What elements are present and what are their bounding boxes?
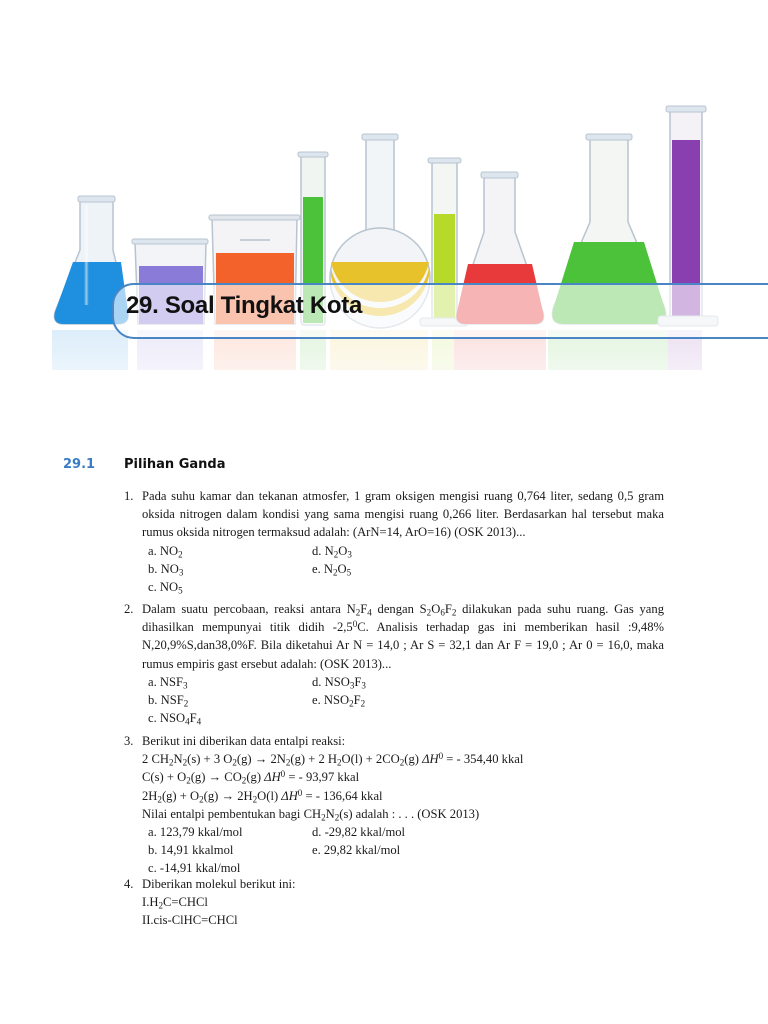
options-row: [148, 841, 664, 859]
option-c: c. $NO_5$: [148, 579, 183, 596]
molecule-2: II.cis-ClHC=CHCl: [142, 913, 238, 928]
option-d: d. -29,82 kkal/mol: [312, 825, 406, 840]
section-title: Pilihan Ganda: [124, 457, 226, 472]
question-number: 3.: [124, 734, 134, 748]
option-c: c. $NSO_4F_4$: [148, 711, 202, 727]
question-number: 2.: [124, 602, 134, 616]
question-text: Dalam suatu percobaan, reaksi antara $N_2F_4$ dengan $S_2O_6F_2$ dilakukan pada suhu ruang. Gas yang dihasilkan mempunyai titik didih $-2,5^0C$. Analisis terhadap gas ini memberikan hasil :9,48% N,20,9%S,dan38,0%F. Bila diketahui Ar N = 14,0 ; Ar S = 32,1 dan Ar F = 19,0 ; Ar 0 = 16,0, maka rumus empiris gast ersebut adalah: (OSK 2013)...: [142, 602, 664, 671]
reaction-2: $C(s) + O_2(g) \to CO_2(g) \Delta H^0$ = - 93,97 kkal: [142, 769, 360, 786]
question-number: 1.: [124, 489, 134, 503]
option-e: e. $NSO_2F_2$: [312, 693, 366, 709]
options-row: [148, 578, 664, 596]
options-row: [148, 560, 664, 578]
question-text: [142, 732, 664, 823]
question-1: [124, 487, 664, 596]
question-ask: Nilai entalpi pembentukan bagi $CH_2N_2(s)$ adalah : . . . (OSK 2013): [142, 806, 480, 823]
option-c: c. -14,91 kkal/mol: [148, 861, 241, 876]
question-text: [142, 875, 664, 930]
options-row: [148, 691, 664, 709]
question-4: [124, 875, 664, 930]
options-row: [148, 709, 664, 727]
reaction-3: $2H_2(g) + O_2(g) \to 2H_2O(l) \Delta H^0$ = - 136,64 kkal: [142, 787, 383, 804]
option-d: d. $NSO_3F_3$: [312, 674, 366, 691]
option-a: a. $NSF_3$: [148, 674, 188, 691]
question-2: [124, 600, 664, 727]
section-number: 29.1: [63, 457, 96, 472]
glassware-reflection: [40, 326, 730, 420]
molecule-1: $I.H_2C=CHCl$: [142, 895, 208, 911]
options-row: [148, 542, 664, 560]
option-b: b. $NSF_2$: [148, 693, 189, 709]
question-intro: Diberikan molekul berikut ini:: [142, 877, 296, 891]
lab-glassware-illustration: [0, 0, 768, 420]
option-e: e. $N_2O_5$: [312, 561, 352, 578]
options-row: [148, 823, 664, 841]
option-b: b. 14,91 kkalmol: [148, 843, 234, 858]
question-intro: Berikut ini diberikan data entalpi reaksi:: [142, 734, 346, 748]
option-e: e. 29,82 kkal/mol: [312, 843, 401, 858]
options-row: [148, 673, 664, 691]
chapter-title: 29. Soal Tingkat Kota: [126, 292, 362, 319]
option-a: a. 123,79 kkal/mol: [148, 825, 243, 840]
question-3: [124, 732, 664, 878]
option-a: a. $NO_2$: [148, 543, 183, 559]
reaction-1: 2 $CH_2N_2(s) + 3$ $O_2(g) \to 2N_2(g) + 2$ $H_2O(l) + 2CO_2(g) \Delta H^0$ = - 354,40 kkal: [142, 751, 524, 768]
option-d: d. $N_2O_3$: [312, 543, 352, 559]
chapter-banner: [0, 0, 768, 420]
question-text: Pada suhu kamar dan tekanan atmosfer, 1 gram oksigen mengisi ruang 0,764 liter, sedang 0,5 gram oksida nitrogen dalam kondisi yang sama mengisi ruang 0,266 liter. Berdasarkan hal tersebut maka rumus oksida nitrogen termaksud adalah: (ArN=14, ArO=16) (OSK 2013)...: [142, 489, 664, 540]
option-b: b. $NO_3$: [148, 561, 184, 578]
question-number: 4.: [124, 877, 134, 891]
